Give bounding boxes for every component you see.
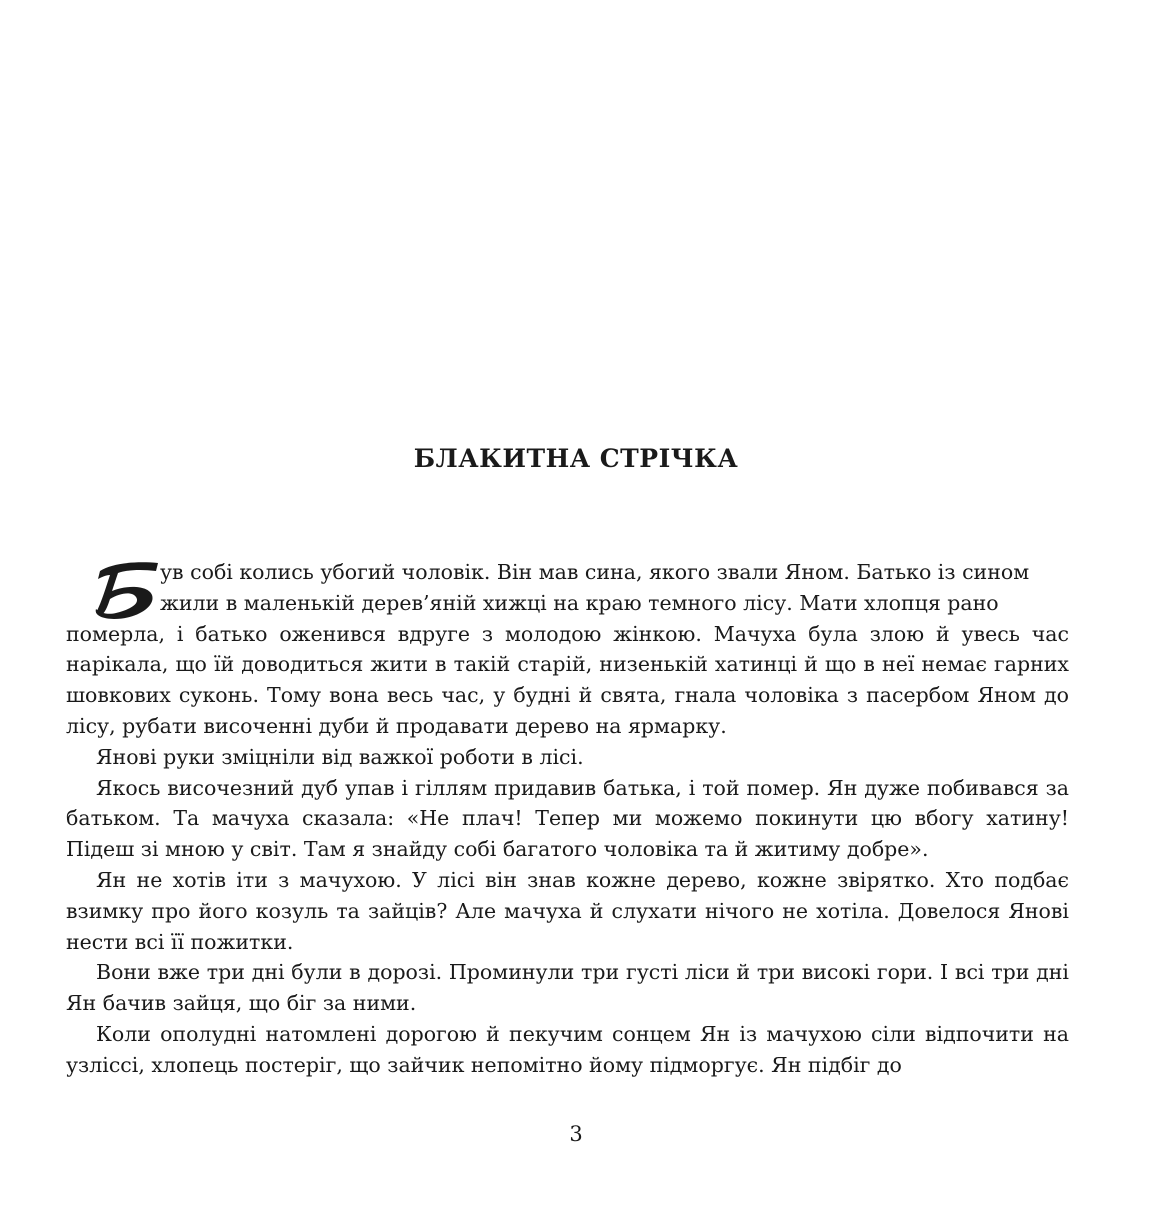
page-number: 3	[569, 1122, 583, 1146]
paragraph-5: Вони вже три дні були в дорозі. Проминули три густі ліси й три високі гори. І всі три дні Ян бачив зайця, що біг за ними.	[66, 960, 1069, 1016]
paragraph-1-rest: померла, і батько оженився вдруге з молодою жінкою. Мачуха була злою й увесь час нарікала, що їй доводиться жити в такій старій, низенькій хатинці й що в неї немає гарних шовкових суконь. Тому вона весь час, у будні й свята, гнала чоловіка з пасербом Яном до лісу, рубати височенні дуби й продавати дерево на ярмарку.	[66, 621, 1069, 738]
paragraph-6: Коли опoлудні натомлені дорогою й пекучим сонцем Ян із мачухою сіли відпочити на узліссі, хлопець постеріг, що зайчик непомітно йому підморгує. Ян підбіг до	[66, 1021, 1069, 1077]
paragraph-1	[66, 557, 1069, 742]
paragraph-2: Янові руки зміцніли від важкої роботи в лісі.	[96, 744, 584, 769]
story-text	[66, 557, 1069, 1081]
story-title: БЛАКИТНА СТРІЧКА	[413, 444, 739, 473]
paragraph-1-line-2: жили в маленькій дерев’яній хижці на краю темного лісу. Мати хлопця рано	[160, 590, 999, 615]
paragraph-3: Якось височезний дуб упав і гіллям придавив батька, і той помер. Ян дуже побивався за батьком. Та мачуха сказала: «Не плач! Тепер ми можемо покинути цю вбогу хатину! Підеш зі мною у світ. Там я знайду собі багатого чоловіка та й житиму добре».	[66, 775, 1069, 862]
paragraph-1-line-1: ув собі колись убогий чоловік. Він мав сина, якого звали Яном. Батько із сином	[160, 560, 1030, 584]
drop-cap-b	[92, 557, 164, 623]
paragraph-4: Ян не хотів іти з мачухою. У лісі він знав кожне дерево, кожне звірятко. Хто подбає взимку про його козуль та зайців? Але мачуха й слухати нічого не хотіла. Довелося Янові нести всі її пожитки.	[66, 867, 1069, 954]
